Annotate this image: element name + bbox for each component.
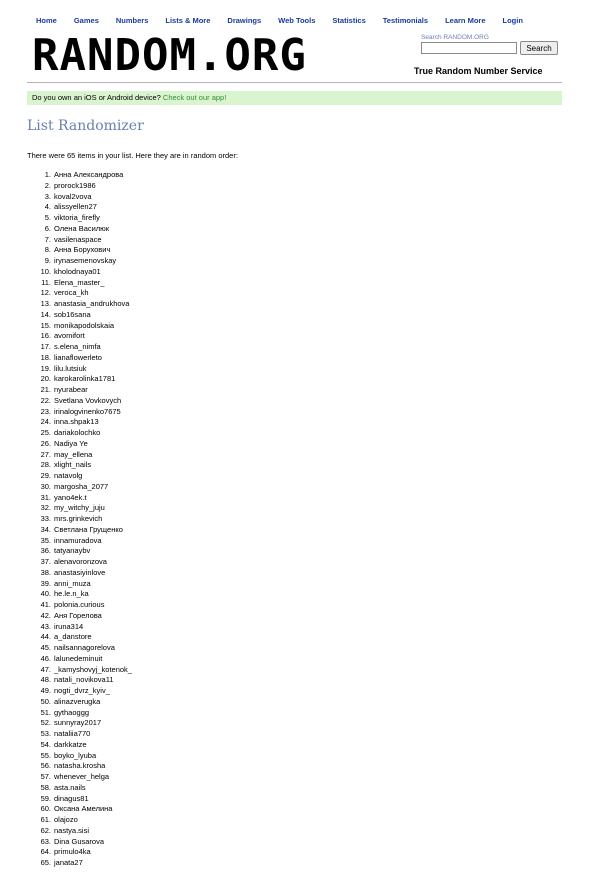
list-item (30, 665, 132, 676)
list-item-number: 15. (40, 320, 51, 330)
list-item-number: 59. (40, 793, 51, 803)
site-tagline: True Random Number Service (414, 66, 543, 76)
list-item-text: polonia.curious (54, 600, 105, 609)
list-item (30, 202, 132, 213)
list-item (30, 622, 132, 633)
list-item-text: lalunedeminuit (54, 653, 103, 663)
list-item-text: Elena_master_ (54, 277, 105, 287)
page-title: List Randomizer (27, 118, 144, 134)
list-item-text: alinazverugka (54, 696, 101, 706)
list-item-number: 55. (40, 750, 51, 760)
list-item-text: Nadiya Ye (54, 438, 88, 448)
list-item-text: alenavoronzova (54, 557, 107, 566)
list-item (30, 643, 132, 654)
list-item-number: 19. (40, 363, 51, 373)
list-item (30, 600, 132, 611)
list-item (30, 267, 132, 278)
site-logo[interactable]: RANDOM.ORG (32, 30, 307, 81)
randomized-list (30, 170, 132, 869)
list-item-text: koval2vova (54, 191, 92, 201)
list-item-number: 41. (40, 600, 51, 609)
list-item-number: 24. (40, 417, 51, 427)
list-item-number: 10. (40, 266, 51, 276)
list-item (30, 170, 132, 181)
list-item-number: 51. (40, 707, 51, 717)
list-item-text: xlight_nails (54, 460, 92, 470)
list-item-number: 57. (40, 772, 51, 781)
list-item-number: 12. (40, 288, 51, 298)
list-item-number: 29. (40, 471, 51, 480)
list-item-number: 31. (40, 492, 51, 502)
list-item (30, 536, 132, 547)
list-item (30, 321, 132, 332)
list-item (30, 525, 132, 536)
nav-drawings[interactable]: Drawings (227, 16, 262, 25)
list-item-number: 53. (40, 729, 51, 738)
list-item (30, 235, 132, 246)
list-item-text: olajozo (54, 815, 78, 824)
list-item-number: 22. (40, 395, 51, 405)
list-item-number: 49. (40, 686, 51, 695)
list-item-number: 13. (40, 299, 51, 308)
list-item-text: monikapodolskaia (54, 320, 115, 330)
list-item-text: irinalogvinenko7675 (54, 406, 121, 416)
list-item-text: Аня Горелова (54, 610, 102, 620)
list-item (30, 654, 132, 665)
list-item-number: 64. (40, 847, 51, 857)
list-item (30, 278, 132, 289)
list-item-text: alissyellen27 (54, 202, 97, 212)
list-item-number: 18. (40, 352, 51, 362)
list-item-text: may_ellena (54, 449, 93, 459)
list-item-text: dariakolochko (54, 428, 101, 437)
list-item (30, 417, 132, 428)
list-item-number: 32. (40, 503, 51, 513)
list-item (30, 288, 132, 299)
list-item-text: inna.shpak13 (54, 417, 99, 427)
result-intro: There were 65 items in your list. Here they are in random order: (27, 151, 238, 160)
list-item (30, 514, 132, 525)
list-item (30, 256, 132, 267)
list-item-text: Олена Василюк (54, 223, 110, 233)
list-item (30, 568, 132, 579)
list-item (30, 439, 132, 450)
list-item-number: 25. (40, 428, 51, 437)
list-item-text: vasilenaspace (54, 234, 102, 244)
list-item-number: 4. (44, 202, 51, 212)
nav-statistics[interactable]: Statistics (332, 16, 366, 25)
list-item-text: Анна Борухович (54, 245, 111, 255)
list-item-number: 56. (40, 761, 51, 771)
list-item-text: _kamyshovyj_kotenok_ (54, 664, 132, 674)
list-item (30, 385, 132, 396)
list-item-number: 61. (40, 815, 51, 824)
list-item-text: kholodnaya01 (54, 266, 101, 276)
list-item-number: 35. (40, 535, 51, 545)
list-item-text: irynasemenovskay (54, 256, 117, 265)
list-item (30, 837, 132, 848)
list-item-text: janata27 (54, 858, 83, 867)
list-item-number: 43. (40, 621, 51, 631)
list-item (30, 804, 132, 815)
list-item (30, 245, 132, 256)
list-item (30, 718, 132, 729)
list-item-text: iruna314 (54, 621, 84, 631)
list-item-number: 62. (40, 825, 51, 835)
list-item-text: darkkatze (54, 739, 87, 749)
list-item-text: boyko_lyuba (54, 750, 97, 760)
list-item-text: yano4ek.t (54, 492, 87, 502)
list-item-text: sob16sana (54, 309, 91, 319)
list-item-number: 46. (40, 653, 51, 663)
list-item-number: 34. (40, 524, 51, 534)
list-item-number: 26. (40, 438, 51, 448)
list-item (30, 761, 132, 772)
list-item (30, 374, 132, 385)
list-item (30, 310, 132, 321)
list-item (30, 353, 132, 364)
list-item-number: 39. (40, 578, 51, 588)
search-button[interactable]: Search (520, 41, 558, 55)
list-item-number: 5. (44, 213, 51, 222)
list-item (30, 697, 132, 708)
nav-web-tools[interactable]: Web Tools (278, 16, 316, 25)
list-item (30, 450, 132, 461)
list-item-text: veroca_kh (54, 288, 89, 298)
list-item (30, 589, 132, 600)
list-item-text: margosha_2077 (54, 481, 109, 491)
list-item (30, 331, 132, 342)
list-item-text: natasha.krosha (54, 761, 106, 771)
list-item-number: 16. (40, 331, 51, 341)
list-item-number: 6. (44, 223, 51, 233)
list-item-text: my_witchy_juju (54, 503, 105, 513)
list-item-text: nastya.sisi (54, 825, 90, 835)
list-item (30, 740, 132, 751)
nav-learn-more[interactable]: Learn More (445, 16, 486, 25)
top-navigation (36, 16, 540, 28)
list-item (30, 482, 132, 493)
list-item (30, 675, 132, 686)
list-item-text: anastasia_andrukhova (54, 299, 130, 308)
list-item-text: Оксана Амелина (54, 804, 113, 814)
list-item-text: asta.nails (54, 782, 86, 792)
list-item-text: gythaoggg (54, 707, 90, 717)
list-item (30, 579, 132, 590)
list-item-text: nataliia770 (54, 729, 91, 738)
list-item (30, 503, 132, 514)
list-item (30, 729, 132, 740)
list-item-text: lianaflowerleto (54, 352, 102, 362)
list-item-text: innamuradova (54, 535, 102, 545)
list-item-text: avomifort (54, 331, 85, 341)
app-link[interactable]: Check out our app! (162, 93, 227, 102)
list-item (30, 471, 132, 482)
list-item-number: 23. (40, 406, 51, 416)
list-item-text: he.le.n_ka (54, 589, 89, 599)
list-item (30, 396, 132, 407)
list-item-number: 44. (40, 632, 51, 642)
list-item-number: 20. (40, 374, 51, 384)
list-item-text: Dina Gusarova (54, 836, 105, 846)
list-item-text: tatyanaybv (54, 546, 91, 556)
list-item (30, 783, 132, 794)
nav-login[interactable]: Login (502, 16, 523, 25)
list-item-text: Светлана Грущенко (54, 524, 123, 534)
list-item (30, 493, 132, 504)
list-item (30, 299, 132, 310)
list-item (30, 708, 132, 719)
list-item-number: 9. (44, 256, 51, 265)
list-item-number: 48. (40, 675, 51, 685)
list-item-number: 21. (40, 385, 51, 394)
list-item-number: 36. (40, 546, 51, 556)
list-item-text: karokarolinka1781 (54, 374, 116, 384)
list-item-number: 63. (40, 836, 51, 846)
list-item-text: natavolg (54, 471, 83, 480)
list-item-text: s.elena_nimfa (54, 342, 101, 351)
list-item-number: 38. (40, 567, 51, 577)
list-item-number: 2. (44, 180, 51, 190)
list-item (30, 224, 132, 235)
list-item (30, 794, 132, 805)
header-divider (27, 82, 562, 83)
list-item-number: 30. (40, 481, 51, 491)
list-item-number: 28. (40, 460, 51, 470)
list-item-text: nyurabear (54, 385, 88, 394)
list-item-number: 1. (44, 170, 51, 179)
list-item-text: primulo4ka (54, 847, 91, 857)
list-item-number: 65. (40, 858, 51, 867)
list-item (30, 686, 132, 697)
search-label: Search RANDOM.ORG (421, 34, 489, 41)
list-item-number: 33. (40, 514, 51, 523)
list-item (30, 181, 132, 192)
list-item-number: 45. (40, 643, 51, 652)
list-item-text: dinagus81 (54, 793, 89, 803)
list-item (30, 364, 132, 375)
list-item-number: 42. (40, 610, 51, 620)
nav-numbers[interactable]: Numbers (115, 16, 149, 25)
list-item (30, 772, 132, 783)
list-item (30, 751, 132, 762)
list-item-number: 50. (40, 696, 51, 706)
list-item-text: sunnyray2017 (54, 718, 102, 728)
list-item-number: 11. (41, 277, 51, 287)
list-item-text: viktoria_firefly (54, 213, 100, 222)
list-item-text: prorock1986 (54, 180, 96, 190)
list-item-number: 58. (40, 782, 51, 792)
list-item-number: 14. (40, 309, 51, 319)
nav-home[interactable]: Home (36, 16, 57, 25)
nav-testimonials[interactable]: Testimonials (382, 16, 429, 25)
list-item-number: 54. (40, 739, 51, 749)
list-item-number: 17. (40, 342, 51, 351)
list-item (30, 342, 132, 353)
list-item (30, 407, 132, 418)
nav-games[interactable]: Games (73, 16, 99, 25)
list-item-number: 60. (40, 804, 51, 814)
list-item (30, 192, 132, 203)
list-item (30, 815, 132, 826)
list-item-text: mrs.grinkevich (54, 514, 103, 523)
list-item-number: 3. (44, 191, 51, 201)
list-item-text: anni_muza (54, 578, 91, 588)
list-item (30, 546, 132, 557)
list-item (30, 460, 132, 471)
list-item-number: 40. (40, 589, 51, 599)
list-item (30, 632, 132, 643)
list-item-text: nogti_dvrz_kyiv_ (54, 686, 110, 695)
list-item-number: 8. (44, 245, 51, 255)
list-item-text: a_danstore (54, 632, 92, 642)
banner-text: Do you own an iOS or Android device? (32, 93, 163, 102)
list-item-text: whenever_helga (54, 772, 110, 781)
search-input[interactable] (421, 42, 517, 54)
list-item-text: lilu.lutsiuk (54, 363, 87, 373)
list-item-text: nailsannagorelova (54, 643, 115, 652)
list-item (30, 847, 132, 858)
list-item-text: anastasiyinlove (54, 567, 106, 577)
list-item-text: natali_novikova11 (54, 675, 114, 685)
list-item-number: 7. (44, 234, 51, 244)
list-item-text: Svetlana Vovkovych (54, 395, 122, 405)
list-item (30, 428, 132, 439)
list-item (30, 858, 132, 869)
list-item-number: 47. (40, 664, 51, 674)
nav-lists-more[interactable]: Lists & More (165, 16, 211, 25)
list-item (30, 611, 132, 622)
app-promo-banner (27, 91, 562, 105)
list-item-text: Анна Александрова (54, 170, 124, 179)
list-item-number: 37. (40, 557, 51, 566)
list-item (30, 826, 132, 837)
list-item-number: 52. (40, 718, 51, 728)
list-item-number: 27. (40, 449, 51, 459)
list-item (30, 557, 132, 568)
list-item (30, 213, 132, 224)
